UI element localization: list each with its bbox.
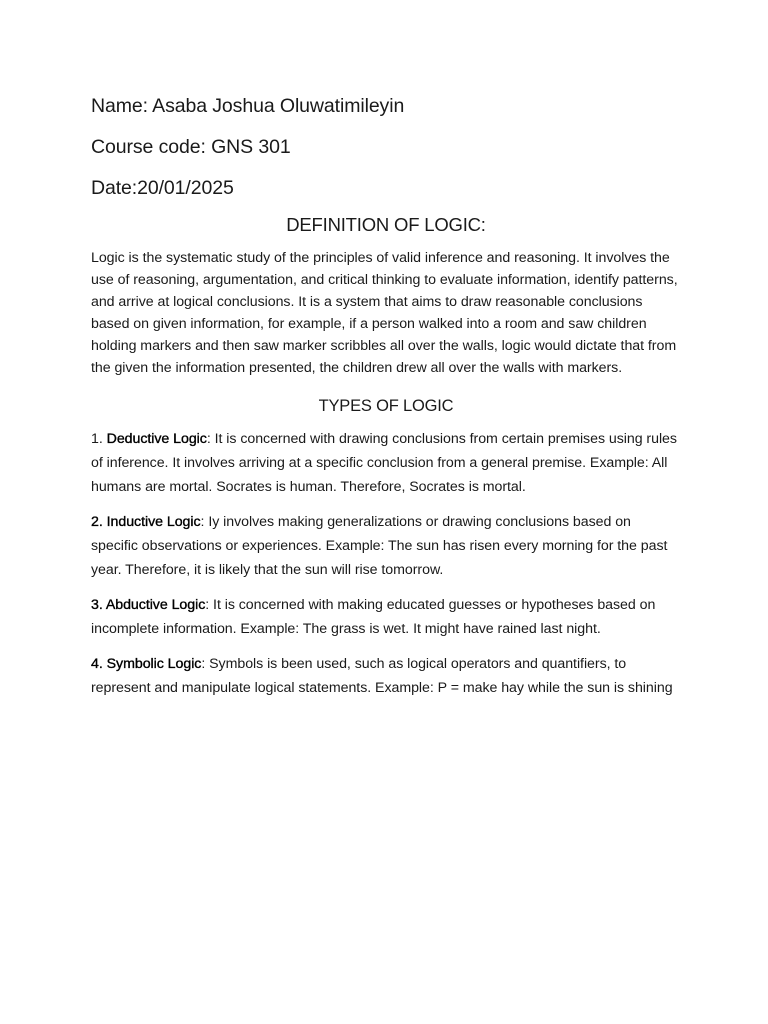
types-heading: TYPES OF LOGIC <box>318 397 454 416</box>
document-date: Date:20/01/2025 <box>91 177 234 199</box>
item-number: 1. <box>91 431 107 448</box>
course-code: Course code: GNS 301 <box>91 136 291 158</box>
item-term: 3. Abductive Logic <box>91 597 206 614</box>
item-term: Deductive Logic <box>106 431 207 448</box>
item-text: : Symbols is been used, such as logical operators and quantifiers, to represent and manipulate logical statements. Example: P = make hay while the sun is shining <box>91 656 673 697</box>
logic-type-item <box>91 510 681 582</box>
document-content <box>91 92 681 711</box>
item-term: 4. Symbolic Logic <box>91 656 202 673</box>
logic-type-item <box>91 427 681 499</box>
item-text: : Iy involves making generalizations or drawing conclusions based on specific observations or experiences. Example: The sun has risen every morning for the past year. Therefore, it is likely that the sun will rise tomorrow. <box>91 514 668 579</box>
logic-type-item <box>91 593 681 641</box>
item-text: : It is concerned with making educated guesses or hypotheses based on incomplete information. Example: The grass is wet. It might have rained last night. <box>91 597 656 638</box>
student-name: Name: Asaba Joshua Oluwatimileyin <box>91 95 405 117</box>
item-text: : It is concerned with drawing conclusions from certain premises using rules of inference. It involves arriving at a specific conclusion from a general premise. Example: All humans are mortal. Socrates is human. Therefore, Socrates is mortal. <box>91 431 677 496</box>
item-term: 2. Inductive Logic <box>91 514 201 531</box>
definition-heading: DEFINITION OF LOGIC: <box>286 214 486 235</box>
logic-type-item <box>91 652 681 700</box>
definition-paragraph: Logic is the systematic study of the principles of valid inference and reasoning. It involves the use of reasoning, argumentation, and critical thinking to evaluate information, identify patterns, and arrive at logical conclusions. It is a system that aims to draw reasonable conclusions based on given information, for example, if a person walked into a room and saw children holding markers and then saw marker scribbles all over the walls, logic would dictate that from the given the information presented, the children drew all over the walls with markers. <box>91 250 678 376</box>
